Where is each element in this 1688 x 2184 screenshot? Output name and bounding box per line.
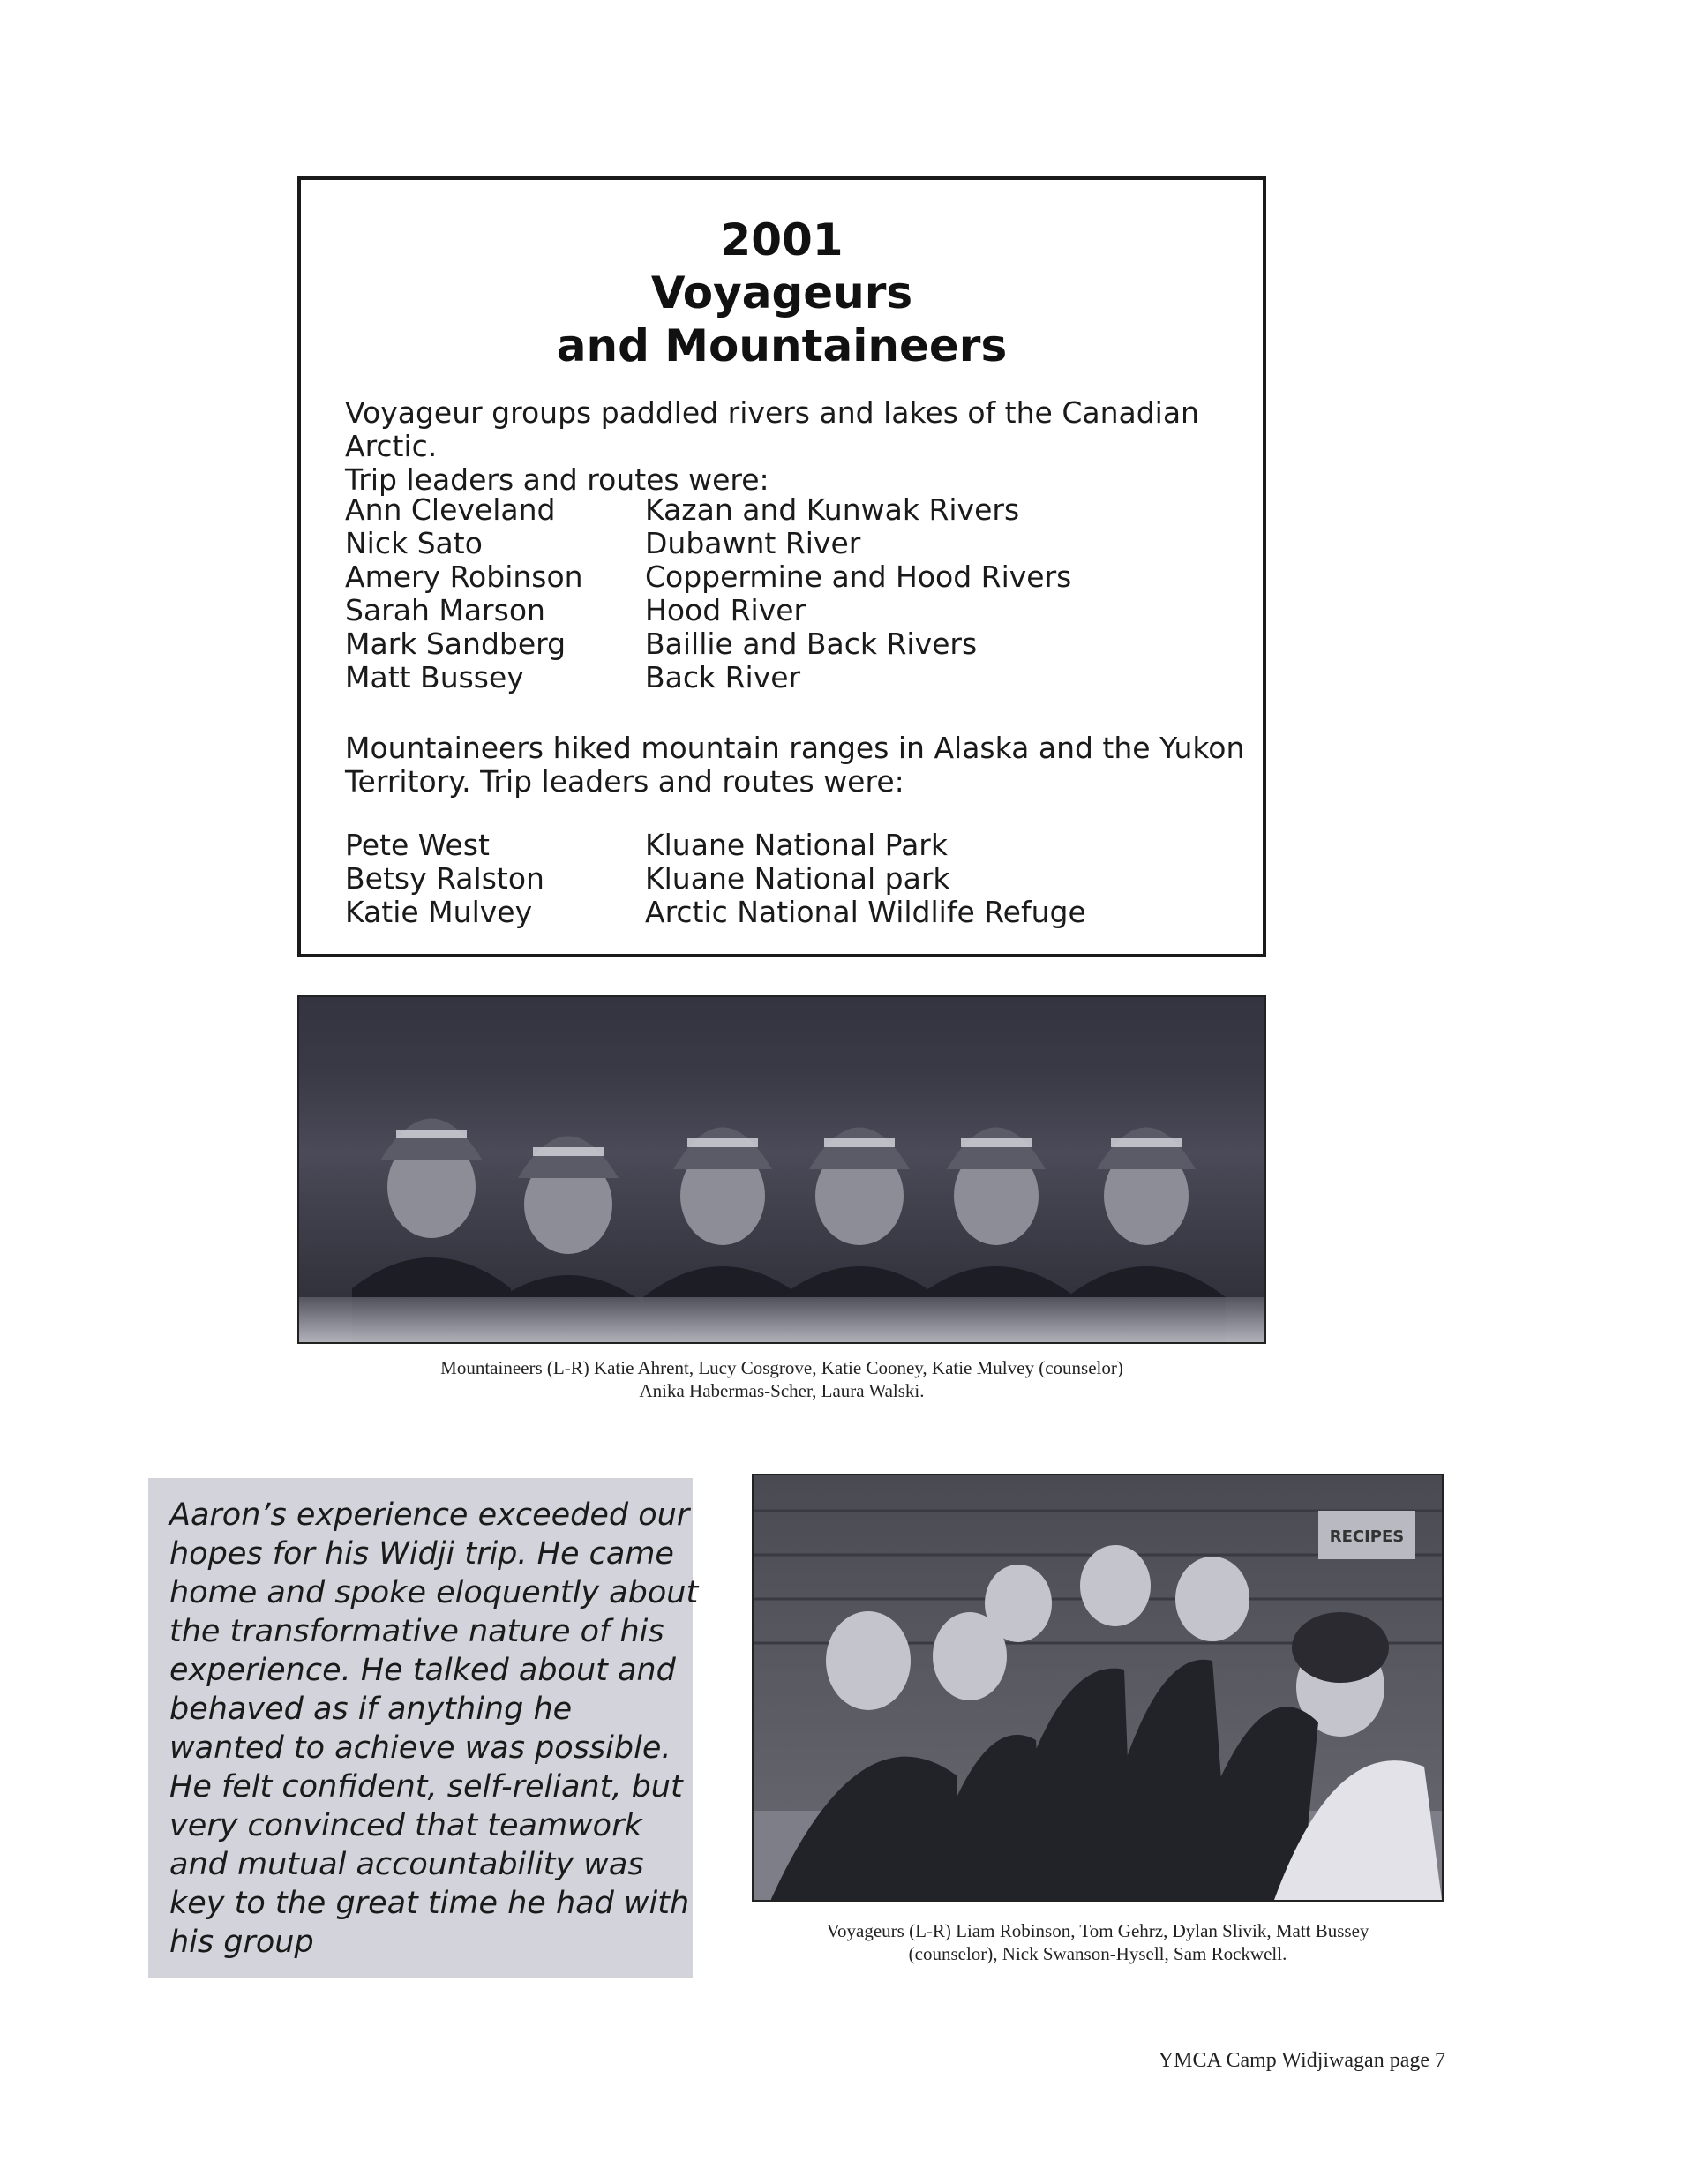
quote-line: his group bbox=[169, 1925, 314, 1960]
trip-row bbox=[345, 627, 1245, 661]
voyageur-intro-line: Voyageur groups paddled rivers and lakes of the Canadian Arctic. bbox=[345, 395, 1199, 463]
voyageurs-caption bbox=[752, 1919, 1444, 1965]
voyageurs-photo bbox=[752, 1474, 1444, 1902]
quote-line: hopes for his Widji trip. He came bbox=[169, 1536, 674, 1572]
caption-line: (counselor), Nick Swanson-Hysell, Sam Rockwell. bbox=[908, 1943, 1287, 1964]
mountaineer-intro-line: Territory. Trip leaders and routes were: bbox=[345, 764, 904, 799]
trip-row bbox=[345, 862, 1245, 896]
mountaineer-trip-list bbox=[345, 829, 1245, 929]
trip-route: Kazan and Kunwak Rivers bbox=[645, 492, 1020, 527]
info-box bbox=[297, 176, 1266, 957]
trip-leader: Sarah Marson bbox=[345, 593, 545, 627]
trip-row bbox=[345, 896, 1245, 929]
trip-row bbox=[345, 594, 1245, 627]
trip-row bbox=[345, 829, 1245, 862]
trip-route: Hood River bbox=[645, 593, 806, 627]
caption-line: Mountaineers (L-R) Katie Ahrent, Lucy Cosgrove, Katie Cooney, Katie Mulvey (counselor) bbox=[440, 1357, 1123, 1378]
quote-line: wanted to achieve was possible. bbox=[169, 1730, 671, 1766]
trip-leader: Ann Cleveland bbox=[345, 492, 556, 527]
quote-line: key to the great time he had with bbox=[169, 1886, 690, 1921]
mountaineer-intro bbox=[345, 732, 1245, 799]
mountaineers-photo bbox=[297, 995, 1266, 1344]
trip-row bbox=[345, 661, 1245, 694]
quote-line: Aaron’s experience exceeded our bbox=[169, 1497, 690, 1533]
quote-line: home and spoke eloquently about bbox=[169, 1575, 699, 1610]
trip-leader: Amery Robinson bbox=[345, 559, 583, 594]
trip-leader: Katie Mulvey bbox=[345, 895, 533, 929]
box-title-year: 2001 bbox=[720, 214, 844, 266]
caption-line: Anika Habermas-Scher, Laura Walski. bbox=[639, 1380, 925, 1401]
voyageur-intro bbox=[345, 396, 1245, 497]
quote-line: behaved as if anything he bbox=[169, 1692, 573, 1727]
voyageur-trip-list bbox=[345, 493, 1245, 694]
page-footer: YMCA Camp Widjiwagan page 7 bbox=[1158, 2049, 1445, 2072]
recipes-sign-text: RECIPES bbox=[1329, 1527, 1405, 1546]
trip-leader: Betsy Ralston bbox=[345, 861, 544, 896]
trip-route: Kluane National park bbox=[645, 861, 950, 896]
trip-route: Back River bbox=[645, 660, 801, 694]
quote-line: very convinced that teamwork bbox=[169, 1808, 642, 1843]
trip-route: Baillie and Back Rivers bbox=[645, 627, 978, 661]
trip-route: Arctic National Wildlife Refuge bbox=[645, 895, 1086, 929]
trip-leader: Nick Sato bbox=[345, 526, 483, 560]
parent-quote bbox=[148, 1478, 699, 1978]
trip-route: Dubawnt River bbox=[645, 526, 861, 560]
trip-row bbox=[345, 493, 1245, 527]
mountaineer-intro-line: Mountaineers hiked mountain ranges in Alaska and the Yukon bbox=[345, 731, 1245, 765]
quote-line: experience. He talked about and bbox=[169, 1653, 676, 1688]
trip-row bbox=[345, 560, 1245, 594]
voyageur-intro-line: Trip leaders and routes were: bbox=[345, 462, 769, 497]
trip-leader: Pete West bbox=[345, 828, 490, 862]
trip-route: Coppermine and Hood Rivers bbox=[645, 559, 1072, 594]
box-title-mountaineers: and Mountaineers bbox=[556, 320, 1008, 372]
trip-leader: Matt Bussey bbox=[345, 660, 524, 694]
trip-leader: Mark Sandberg bbox=[345, 627, 566, 661]
mountaineers-photo-image bbox=[299, 997, 1264, 1342]
quote-line: and mutual accountability was bbox=[169, 1847, 644, 1882]
quote-line: He felt confident, self-reliant, but bbox=[169, 1769, 683, 1805]
quote-line: the transformative nature of his bbox=[169, 1614, 664, 1649]
caption-line: Voyageurs (L-R) Liam Robinson, Tom Gehrz, Dylan Slivik, Matt Bussey bbox=[826, 1920, 1369, 1941]
voyageurs-photo-image bbox=[754, 1475, 1442, 1900]
box-title-voyageurs: Voyageurs bbox=[650, 267, 913, 319]
mountaineers-caption bbox=[297, 1356, 1266, 1402]
trip-row bbox=[345, 527, 1245, 560]
trip-route: Kluane National Park bbox=[645, 828, 948, 862]
